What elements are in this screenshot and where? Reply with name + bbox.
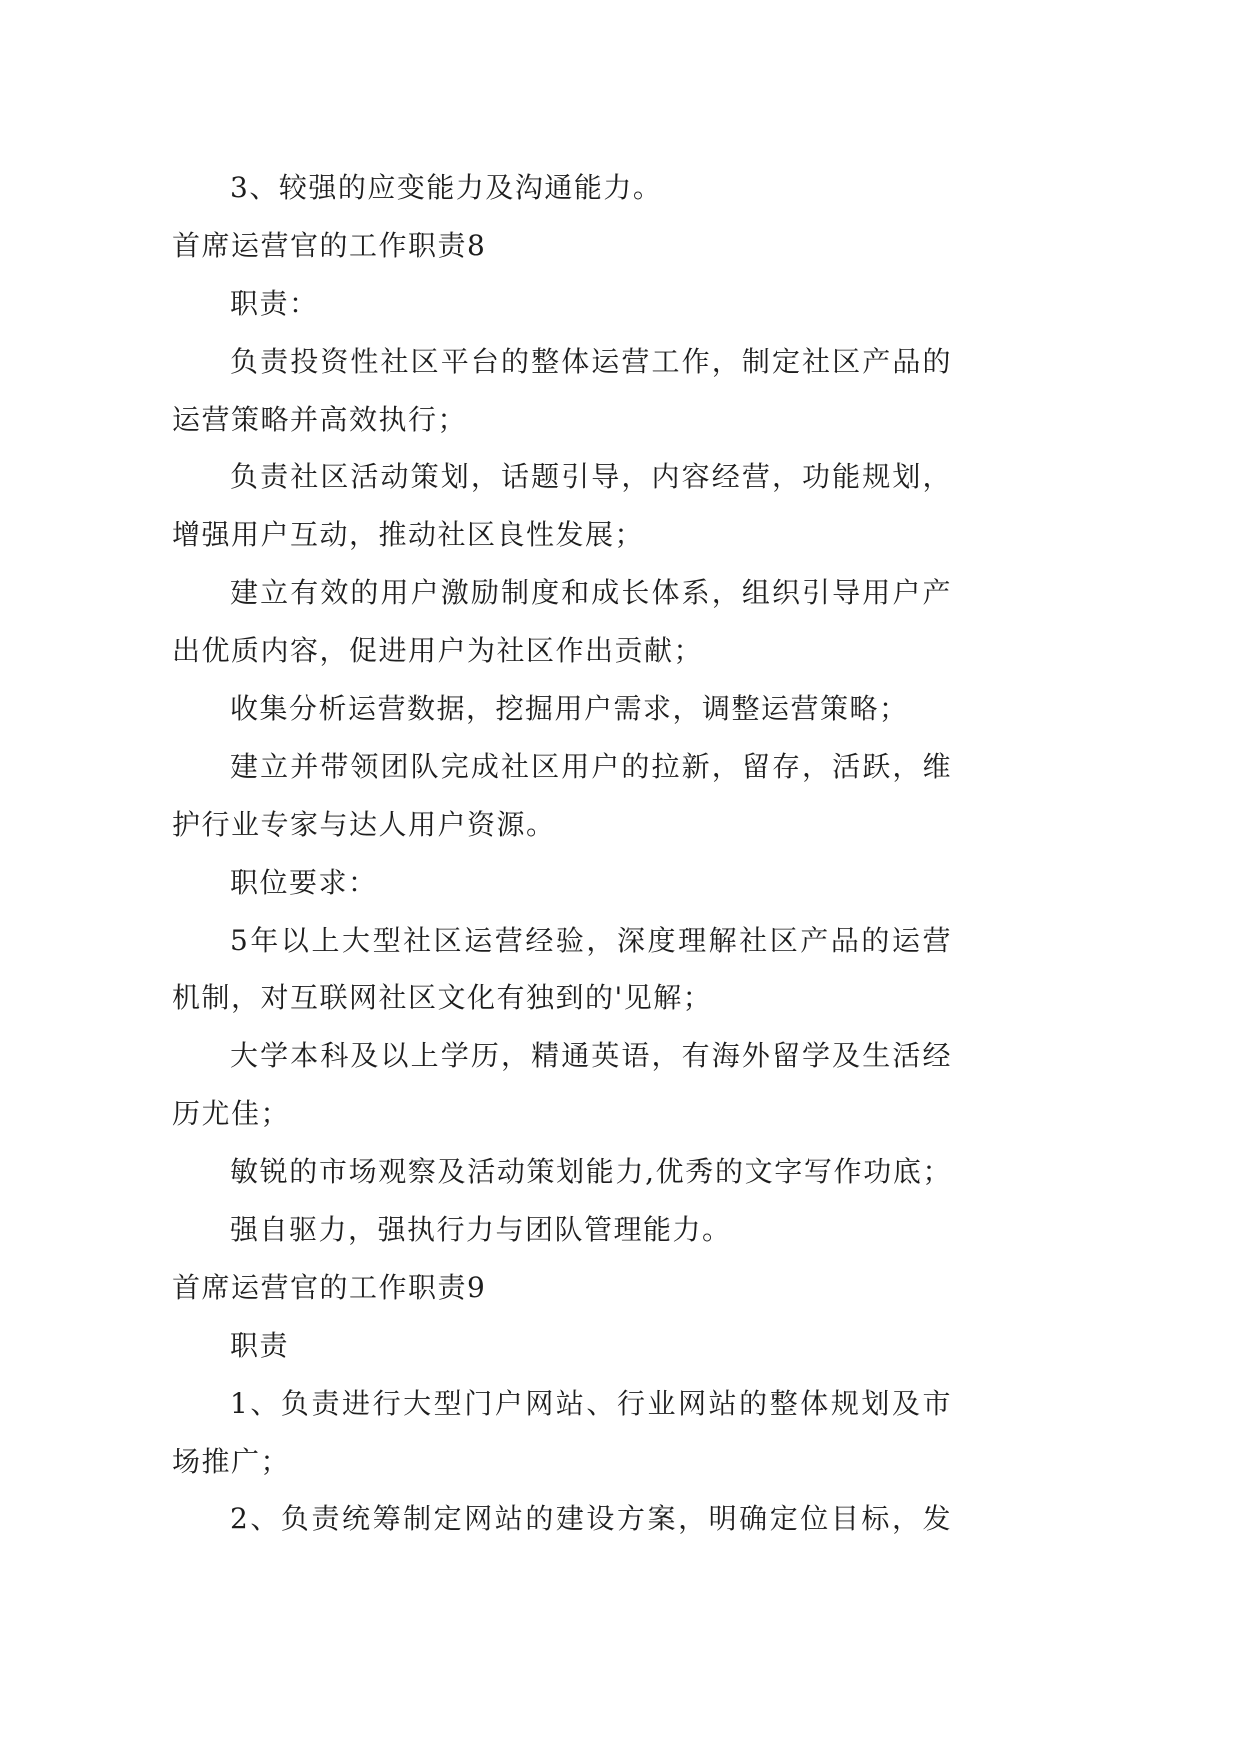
paragraph xyxy=(172,1143,952,1201)
paragraph xyxy=(172,912,952,1028)
paragraph-line: 职责 xyxy=(230,1328,290,1362)
paragraph xyxy=(172,1201,952,1259)
paragraph xyxy=(172,275,952,333)
paragraph-line: 机制，对互联网社区文化有独到的'见解； xyxy=(172,981,713,1015)
paragraph xyxy=(172,1375,952,1491)
paragraph xyxy=(172,738,952,854)
paragraph-line: 3、较强的应变能力及沟通能力。 xyxy=(230,171,663,204)
paragraph-line: 场推广； xyxy=(172,1444,291,1478)
paragraph-line: 出优质内容，促进用户为社区作出贡献； xyxy=(172,634,704,668)
paragraph-line: 5年以上大型社区运营经验，深度理解社区产品的运营 xyxy=(230,923,952,957)
paragraph-line: 运营策略并高效执行； xyxy=(172,402,468,436)
paragraph-line: 1、负责进行大型门户网站、行业网站的整体规划及市 xyxy=(230,1386,952,1420)
section-8 xyxy=(172,217,952,1259)
paragraph-line: 负责社区活动策划，话题引导，内容经营，功能规划， xyxy=(230,460,952,494)
paragraph xyxy=(172,680,952,738)
paragraph-line: 历尤佳； xyxy=(172,1097,291,1131)
paragraph-line: 建立并带领团队完成社区用户的拉新，留存，活跃，维 xyxy=(230,749,952,783)
section-9 xyxy=(172,1259,952,1548)
section-title: 首席运营官的工作职责9 xyxy=(172,1270,487,1304)
section-title: 首席运营官的工作职责8 xyxy=(172,228,487,262)
paragraph-line: 敏锐的市场观察及活动策划能力,优秀的文字写作功底； xyxy=(230,1155,952,1189)
paragraph-line: 强自驱力，强执行力与团队管理能力。 xyxy=(230,1213,732,1247)
paragraph xyxy=(172,333,952,449)
document-body xyxy=(172,159,952,1548)
paragraph xyxy=(172,1490,952,1548)
paragraph-line: 负责投资性社区平台的整体运营工作，制定社区产品的 xyxy=(230,344,952,378)
paragraph xyxy=(172,1027,952,1143)
paragraph-line: 建立有效的用户激励制度和成长体系，组织引导用户产 xyxy=(230,576,952,610)
paragraph xyxy=(172,448,952,564)
paragraph-line: 收集分析运营数据，挖掘用户需求，调整运营策略； xyxy=(230,692,909,726)
paragraph xyxy=(172,1317,952,1375)
paragraph-line: 大学本科及以上学历，精通英语，有海外留学及生活经 xyxy=(230,1039,952,1073)
paragraph-line: 职责： xyxy=(230,286,319,320)
paragraph xyxy=(172,854,952,912)
paragraph xyxy=(172,159,952,217)
paragraph-line: 护行业专家与达人用户资源。 xyxy=(172,807,556,841)
paragraph xyxy=(172,564,952,680)
paragraph-line: 增强用户互动，推动社区良性发展； xyxy=(172,518,645,552)
paragraph-line: 职位要求： xyxy=(230,865,378,899)
paragraph-line: 2、负责统筹制定网站的建设方案，明确定位目标，发 xyxy=(230,1502,952,1536)
